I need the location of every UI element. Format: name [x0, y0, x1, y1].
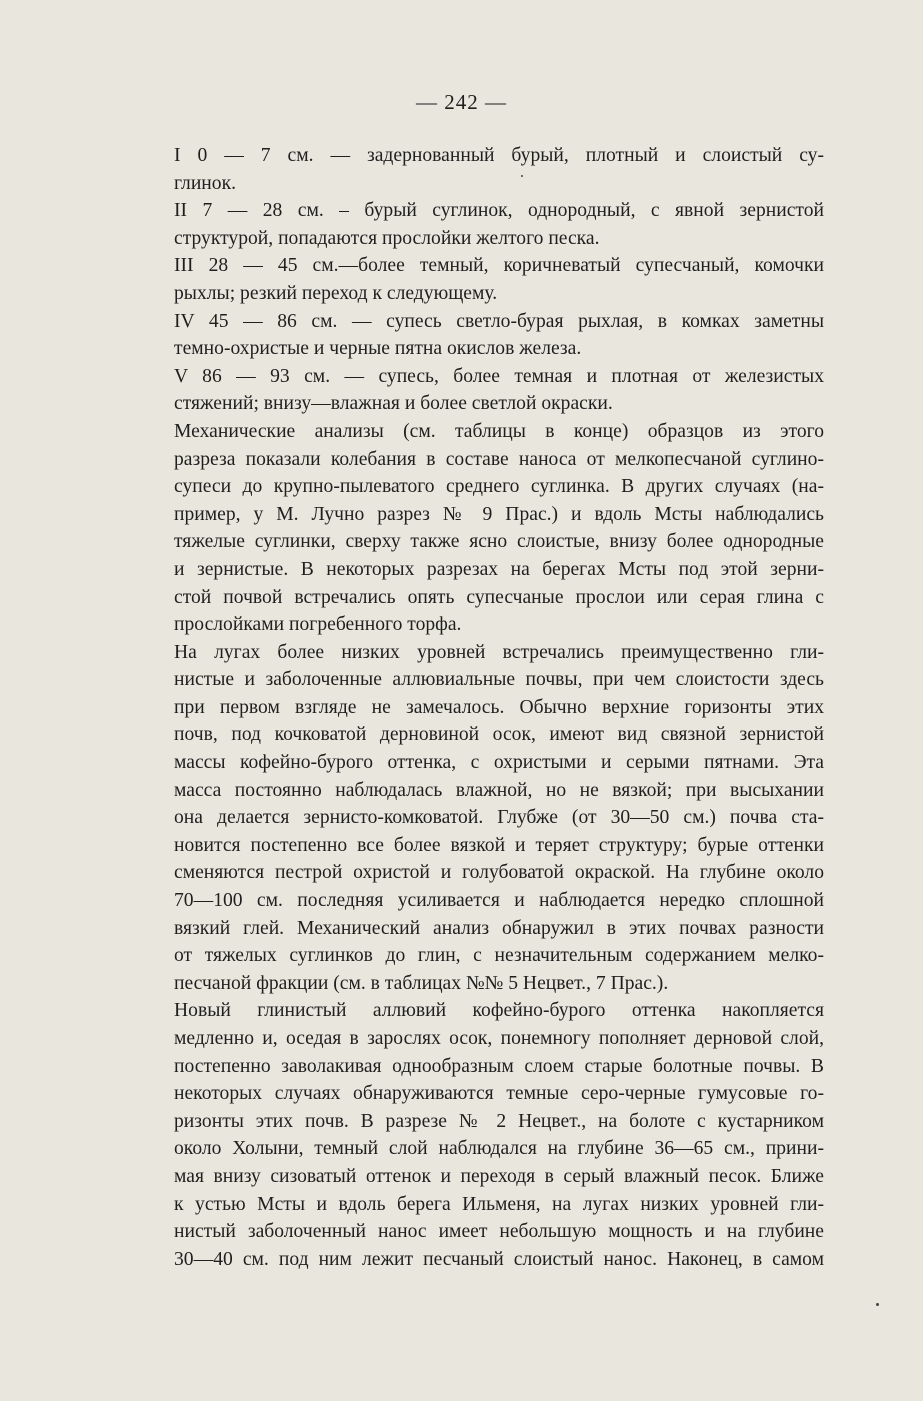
text-line: почв, под кочковатой дерновиной осок, имеют вид связной зернистой	[174, 724, 824, 746]
text-line: прослойками погребенного торфа.	[174, 614, 462, 636]
text-line: тяжелые суглинки, сверху также ясно слоистые, внизу более однородные	[174, 531, 824, 553]
text-line: песчаной фракции (см. в таблицах №№ 5 Нецвет., 7 Прас.).	[174, 972, 669, 994]
text-line: нистые и заболоченные аллювиальные почвы, при чем слоистости здесь	[174, 669, 824, 691]
text-line: 70—100 см. последняя усиливается и наблюдается нередко сплошной	[174, 890, 824, 912]
text-line: мая внизу сизоватый оттенок и переходя в серый влажный песок. Ближе	[174, 1165, 824, 1187]
text-line: вязкий глей. Механический анализ обнаружил в этих почвах разности	[174, 917, 824, 939]
text-line: 30—40 см. под ним лежит песчаный слоистый нанос. Наконец, в самом	[174, 1248, 824, 1270]
text-line: IV 45 — 86 см. — супесь светло-бурая рыхлая, в комках заметны	[174, 310, 824, 332]
dust-speck	[521, 175, 523, 177]
text-line: Механические анализы (см. таблицы в конце) образцов из этого	[174, 420, 824, 442]
text-line: сменяются пестрой охристой и голубоватой окраской. На глубине около	[174, 862, 824, 884]
text-line: около Холыни, темный слой наблюдался на глубине 36—65 см., прини-	[174, 1138, 824, 1160]
text-line: рыхлы; резкий переход к следующему.	[174, 282, 498, 304]
text-line: глинок.	[174, 172, 237, 194]
text-line: нистый заболоченный нанос имеет небольшую мощность и на глубине	[174, 1221, 824, 1243]
page-number: — 242 —	[416, 90, 507, 114]
text-line: некоторых случаях обнаруживаются темные серо-черные гумусовые го-	[174, 1083, 824, 1105]
text-line: темно-охристые и черные пятна окислов железа.	[174, 338, 582, 360]
text-line: V 86 — 93 см. — супесь, более темная и плотная от железистых	[174, 365, 824, 387]
text-line: структурой, попадаются прослойки желтого песка.	[174, 227, 600, 249]
text-line: от тяжелых суглинков до глин, с незначительным содержанием мелко-	[174, 945, 824, 967]
text-line: массы кофейно-бурого оттенка, с охристыми и серыми пятнами. Эта	[174, 752, 824, 774]
text-line: На лугах более низких уровней встречались преимущественно гли-	[174, 641, 824, 663]
text-line: разреза показали колебания в составе наноса от мелкопесчаной суглино-	[174, 448, 824, 470]
body-text	[174, 142, 824, 1273]
text-line: пример, у М. Лучно разрез № 9 Прас.) и вдоль Мсты наблюдались	[174, 503, 824, 525]
text-line: к устью Мсты и вдоль берега Ильменя, на лугах низких уровней гли-	[174, 1193, 824, 1215]
text-line: стяжений; внизу—влажная и более светлой окраски.	[174, 393, 613, 415]
text-line: Новый глинистый аллювий кофейно-бурого оттенка накопляется	[174, 1000, 824, 1022]
text-line: I 0 — 7 см. — задернованный бурый, плотный и слоистый су-	[174, 145, 824, 166]
text-line: и зернистые. В некоторых разрезах на берегах Мсты под этой зерни-	[174, 558, 824, 580]
text-line: II 7 — 28 см. – бурый суглинок, однородный, с явной зернистой	[174, 200, 824, 222]
text-line: она делается зернисто-комковатой. Глубже (от 30—50 см.) почва ста-	[174, 807, 824, 829]
text-line: масса постоянно наблюдалась влажной, но не вязкой; при высыхании	[174, 779, 824, 801]
text-line: постепенно заволакивая однообразным слоем старые болотные почвы. В	[174, 1055, 824, 1077]
text-line: стой почвой встречались опять супесчаные прослои или серая глина с	[174, 586, 824, 608]
dust-speck	[876, 1303, 879, 1306]
text-line: при первом взгляде не замечалось. Обычно верхние горизонты этих	[174, 696, 824, 718]
text-line: супеси до крупно-пылеватого среднего суглинка. В других случаях (на-	[174, 476, 824, 498]
text-line: III 28 — 45 см.—более темный, коричневатый супесчаный, комочки	[174, 255, 824, 277]
text-line: медленно и, оседая в зарослях осок, понемногу пополняет дерновой слой,	[174, 1028, 824, 1049]
text-line: новится постепенно все более вязкой и теряет структуру; бурые оттенки	[174, 834, 824, 856]
text-line: ризонты этих почв. В разрезе № 2 Нецвет., на болоте с кустарником	[174, 1110, 824, 1132]
